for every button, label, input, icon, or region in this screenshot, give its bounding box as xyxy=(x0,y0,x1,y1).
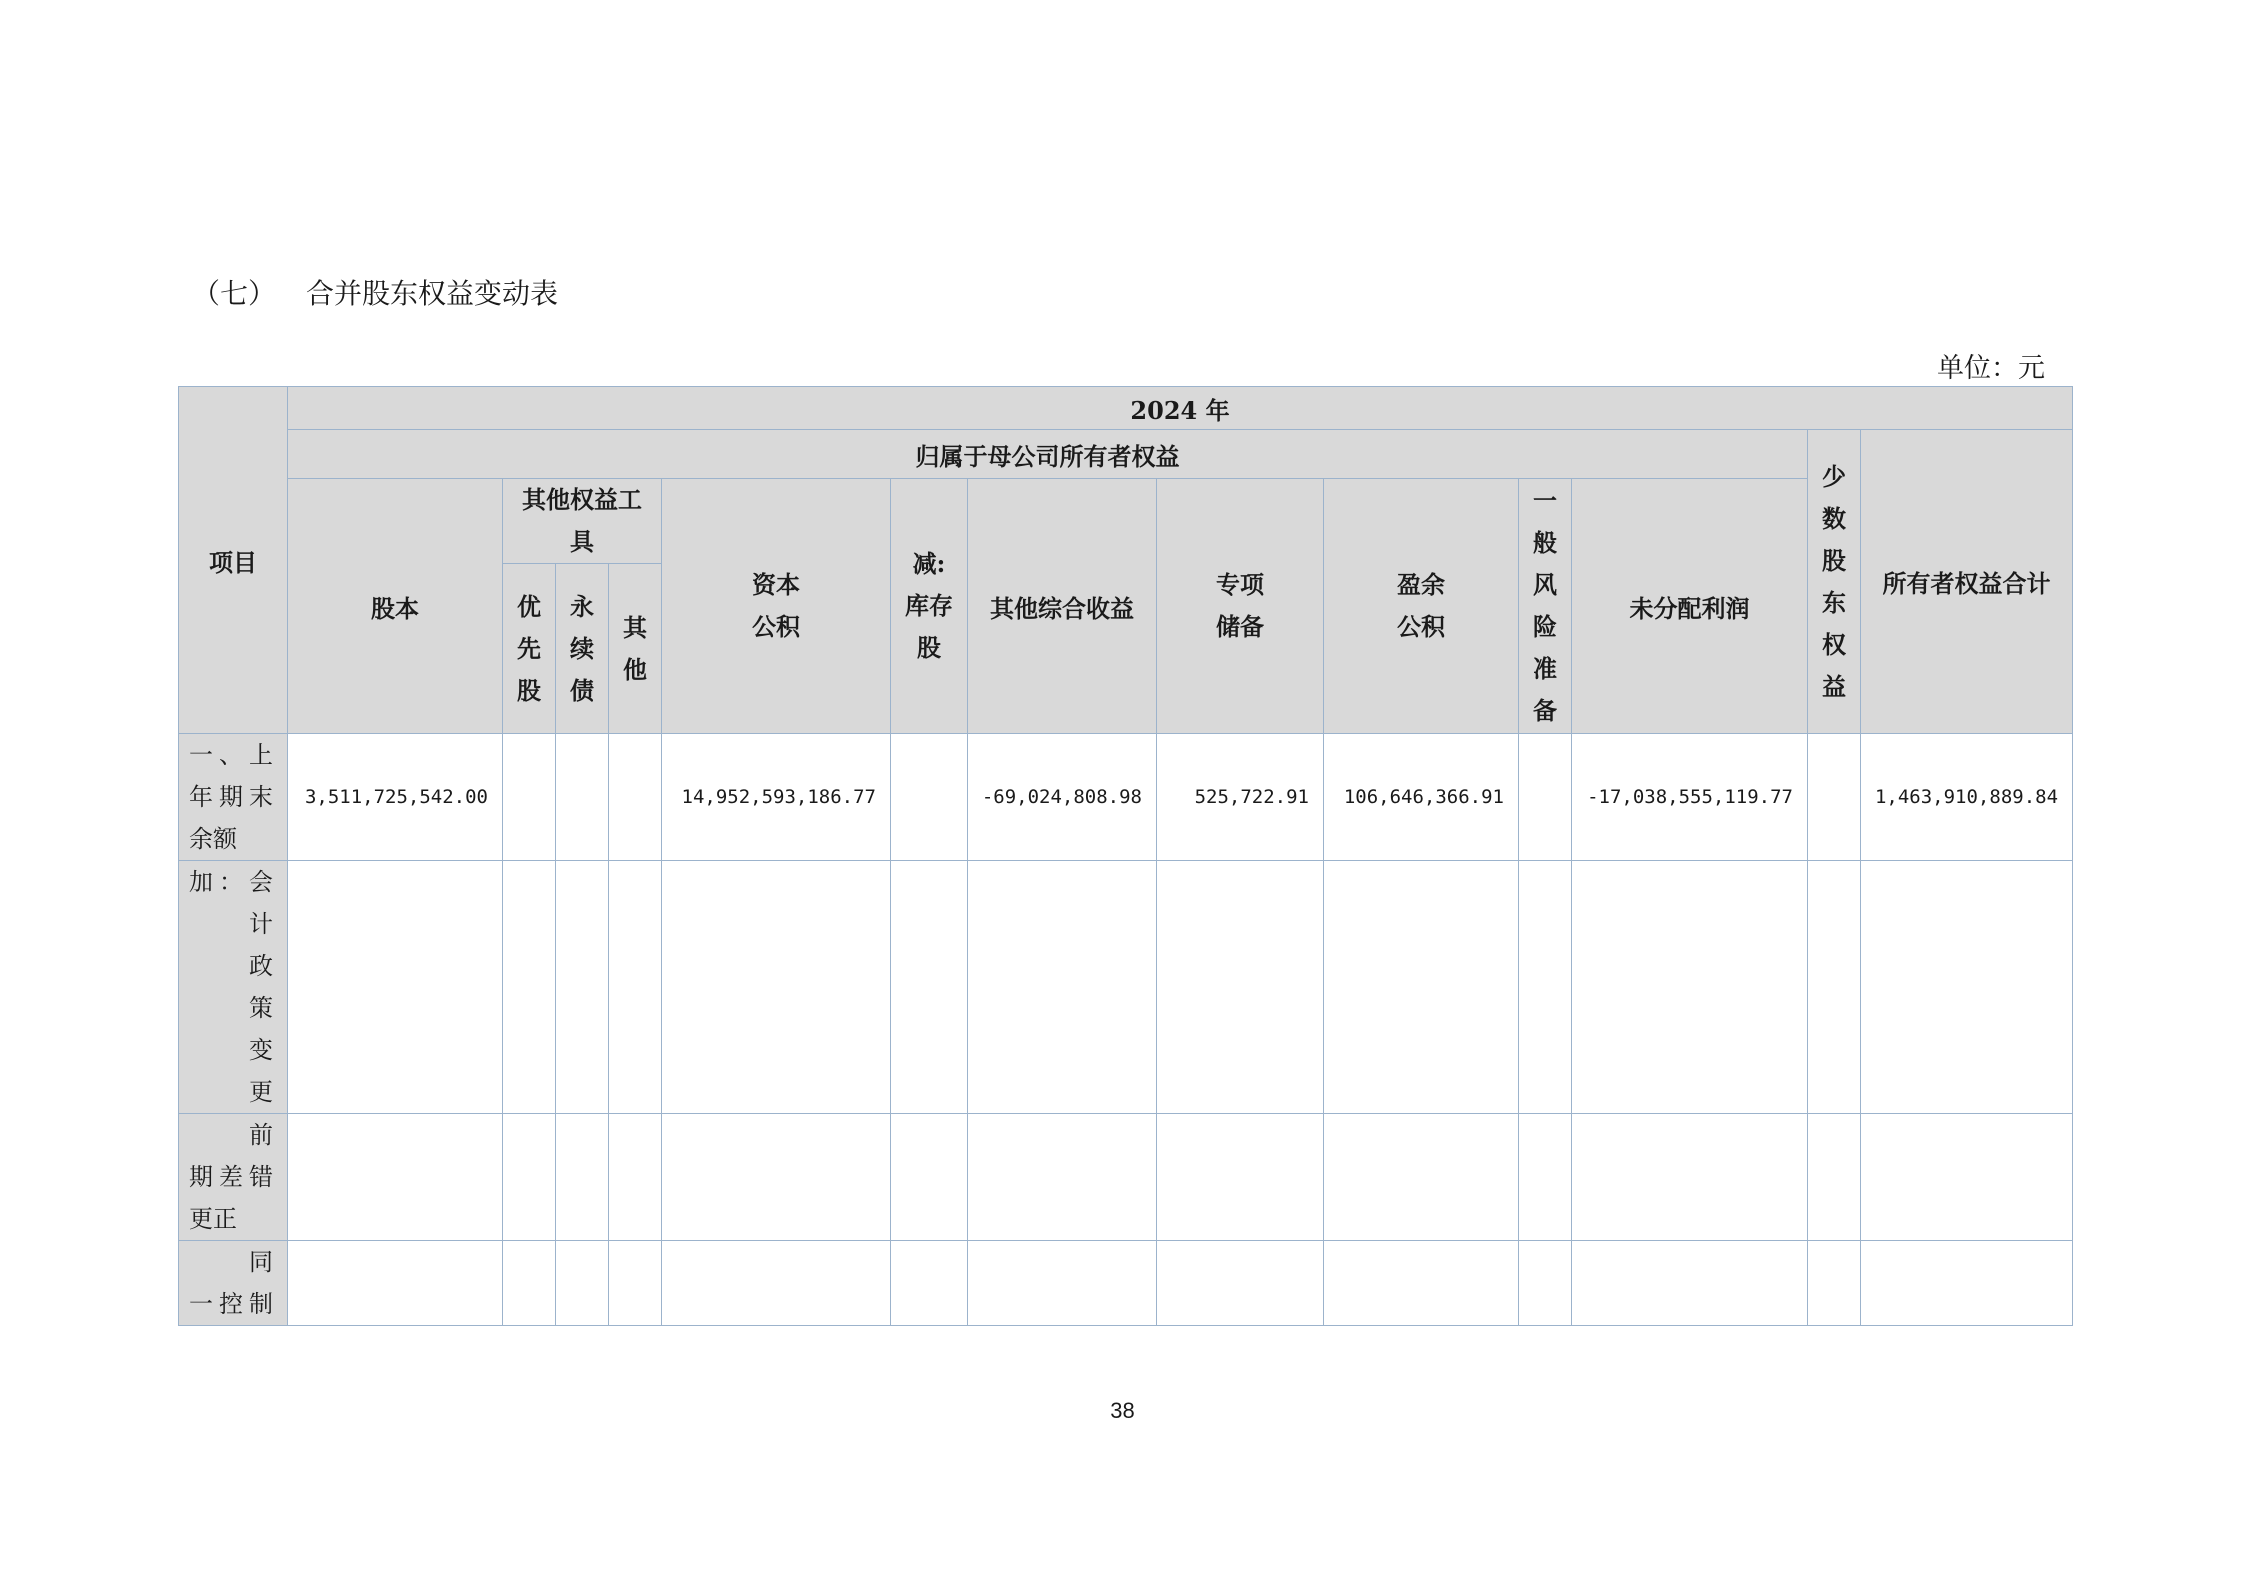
cell-perpetual xyxy=(556,1114,609,1241)
header-total xyxy=(1861,430,2073,734)
cell-treasury xyxy=(891,861,968,1114)
cell-preferred xyxy=(503,734,556,861)
cell-minority xyxy=(1808,1114,1861,1241)
header-general-risk-reserve xyxy=(1519,479,1572,734)
header-year: 2024 年 xyxy=(288,387,2073,430)
section-title: 合并股东权益变动表 xyxy=(306,277,559,310)
cell-minority xyxy=(1808,861,1861,1114)
cell-treasury xyxy=(891,1241,968,1326)
equity-change-table xyxy=(178,386,2073,1326)
row-label-line: 策 xyxy=(249,994,273,1022)
cell-other xyxy=(609,861,662,1114)
cell-treasury xyxy=(891,734,968,861)
header-preferred-stock xyxy=(503,564,556,734)
cell-surplus-reserve xyxy=(1324,1114,1519,1241)
cell-share-capital xyxy=(288,1114,503,1241)
cell-special-reserve xyxy=(1157,1241,1324,1326)
cell-capital-reserve xyxy=(662,861,891,1114)
cell-oci xyxy=(968,861,1157,1114)
header-line: 未分配利润 xyxy=(1629,593,1750,623)
header-line: 资本 xyxy=(752,570,800,599)
header-line: 风 xyxy=(1533,570,1557,599)
page-number: 38 xyxy=(1110,1398,1135,1423)
header-special-reserve xyxy=(1157,479,1324,734)
cell-perpetual xyxy=(556,734,609,861)
row-label xyxy=(179,734,288,861)
row-label-line: 加：会 xyxy=(189,868,273,896)
cell-share-capital: 3,511,725,542.00 xyxy=(288,734,503,861)
table-row xyxy=(179,1241,2073,1326)
header-line: 备 xyxy=(1533,696,1557,725)
header-line: 东 xyxy=(1822,587,1846,617)
cell-special-reserve xyxy=(1157,861,1324,1114)
header-line: 储备 xyxy=(1216,612,1264,641)
header-line: 永 xyxy=(570,591,594,621)
cell-perpetual xyxy=(556,861,609,1114)
section-number: （七） xyxy=(192,277,277,310)
cell-minority xyxy=(1808,734,1861,861)
cell-total: 1,463,910,889.84 xyxy=(1861,734,2073,861)
row-label-line: 年期末 xyxy=(189,783,273,811)
row-label xyxy=(179,1114,288,1241)
row-label-line: 前 xyxy=(249,1121,273,1149)
header-line: 股本 xyxy=(371,593,419,623)
header-line: 股 xyxy=(1822,545,1846,575)
header-oci xyxy=(968,479,1157,734)
header-line: 债 xyxy=(570,675,594,705)
cell-undistributed: -17,038,555,119.77 xyxy=(1572,734,1808,861)
header-line: 一 xyxy=(1533,486,1557,515)
cell-undistributed xyxy=(1572,1241,1808,1326)
header-line: 股 xyxy=(917,633,941,662)
cell-surplus-reserve xyxy=(1324,861,1519,1114)
header-item: 项目 xyxy=(179,387,288,734)
table-row xyxy=(179,861,2073,1114)
row-label-line: 期差错 xyxy=(189,1163,273,1191)
table-row xyxy=(179,734,2073,861)
row-label-line: 计 xyxy=(249,910,273,938)
header-share-capital xyxy=(288,479,503,734)
cell-minority xyxy=(1808,1241,1861,1326)
header-undistributed-profit xyxy=(1572,479,1808,734)
header-line: 险 xyxy=(1533,612,1557,641)
cell-total xyxy=(1861,1241,2073,1326)
cell-special-reserve xyxy=(1157,1114,1324,1241)
cell-share-capital xyxy=(288,861,503,1114)
cell-total xyxy=(1861,1114,2073,1241)
header-line: 其他综合收益 xyxy=(990,593,1134,623)
header-treasury-stock xyxy=(891,479,968,734)
header-line: 先 xyxy=(517,633,541,663)
cell-capital-reserve: 14,952,593,186.77 xyxy=(662,734,891,861)
cell-general-risk xyxy=(1519,861,1572,1114)
header-line: 盈余 xyxy=(1397,570,1445,599)
header-line: 续 xyxy=(570,633,594,663)
cell-other xyxy=(609,1241,662,1326)
cell-other xyxy=(609,734,662,861)
cell-surplus-reserve xyxy=(1324,1241,1519,1326)
row-label xyxy=(179,861,288,1114)
cell-general-risk xyxy=(1519,734,1572,861)
row-label-line: 余额 xyxy=(189,825,237,853)
cell-perpetual xyxy=(556,1241,609,1326)
header-line: 他 xyxy=(623,654,647,684)
row-label-line: 更 xyxy=(249,1078,273,1106)
header-surplus-reserve xyxy=(1324,479,1519,734)
cell-oci: -69,024,808.98 xyxy=(968,734,1157,861)
cell-preferred xyxy=(503,1114,556,1241)
cell-general-risk xyxy=(1519,1114,1572,1241)
cell-capital-reserve xyxy=(662,1114,891,1241)
header-other-equity-instruments xyxy=(503,479,662,564)
row-label xyxy=(179,1241,288,1326)
header-line: 库存 xyxy=(905,591,953,620)
cell-undistributed xyxy=(1572,1114,1808,1241)
cell-preferred xyxy=(503,861,556,1114)
unit-label: 单位：元 xyxy=(1937,353,2045,384)
header-line: 益 xyxy=(1822,671,1846,701)
row-label-line: 一、上 xyxy=(189,741,273,769)
header-line: 公积 xyxy=(1397,612,1445,641)
section-heading xyxy=(192,272,558,312)
header-line: 权 xyxy=(1822,629,1846,659)
cell-other xyxy=(609,1114,662,1241)
table-row xyxy=(179,1114,2073,1241)
header-line: 少 xyxy=(1822,461,1846,491)
cell-capital-reserve xyxy=(662,1241,891,1326)
header-line: 数 xyxy=(1822,503,1846,533)
cell-undistributed xyxy=(1572,861,1808,1114)
cell-general-risk xyxy=(1519,1241,1572,1326)
row-label-line: 变 xyxy=(249,1036,273,1064)
table-body xyxy=(179,734,2073,1326)
cell-total xyxy=(1861,861,2073,1114)
header-line: 公积 xyxy=(752,612,800,641)
header-perpetual-bond xyxy=(556,564,609,734)
row-label-line: 更正 xyxy=(189,1205,237,1233)
header-line: 减: xyxy=(912,549,946,578)
cell-oci xyxy=(968,1114,1157,1241)
header-capital-reserve xyxy=(662,479,891,734)
header-minority xyxy=(1808,430,1861,734)
cell-share-capital xyxy=(288,1241,503,1326)
row-label-line: 政 xyxy=(249,952,273,980)
header-line: 所有者权益合计 xyxy=(1882,569,2051,598)
cell-preferred xyxy=(503,1241,556,1326)
header-line: 其他权益工 xyxy=(522,485,642,514)
row-label-line: 同 xyxy=(249,1248,273,1276)
header-parent-equity: 归属于母公司所有者权益 xyxy=(288,430,1808,479)
header-line: 具 xyxy=(570,527,594,556)
header-other xyxy=(609,564,662,734)
header-line: 般 xyxy=(1533,528,1557,557)
cell-surplus-reserve: 106,646,366.91 xyxy=(1324,734,1519,861)
row-label-line: 一控制 xyxy=(189,1290,273,1318)
cell-treasury xyxy=(891,1114,968,1241)
header-line: 其 xyxy=(623,612,647,642)
header-line: 优 xyxy=(517,591,541,621)
cell-oci xyxy=(968,1241,1157,1326)
cell-special-reserve: 525,722.91 xyxy=(1157,734,1324,861)
header-line: 专项 xyxy=(1216,570,1264,599)
header-line: 股 xyxy=(517,675,541,705)
header-line: 准 xyxy=(1533,654,1557,683)
